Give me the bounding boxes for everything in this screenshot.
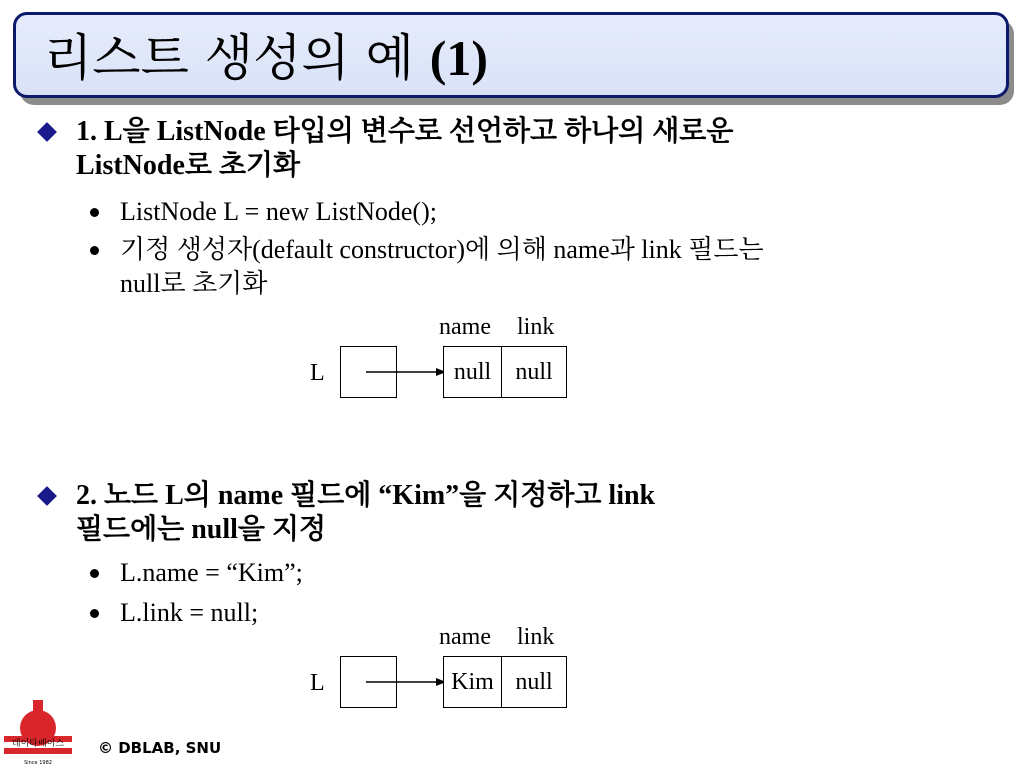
item-text-line2: null로 초기화 <box>120 269 268 298</box>
title-korean: 리스트 생성의 예 <box>44 29 430 87</box>
variable-label: L <box>310 670 325 696</box>
code-line: L.link = null; <box>120 598 259 627</box>
node-link-field: null <box>515 668 553 695</box>
list-node <box>443 346 567 398</box>
section2-heading-line1: 2. 노드 L의 name 필드에 “Kim”을 지정하고 link <box>76 480 656 511</box>
dot-bullet-icon <box>90 569 99 578</box>
node-name-field: null <box>444 347 502 397</box>
code-line: L.name = “Kim”; <box>120 558 303 587</box>
column-label-name: name <box>439 314 491 340</box>
dblab-logo <box>0 700 76 768</box>
dot-bullet-icon <box>90 246 99 255</box>
title-box <box>13 12 1009 98</box>
section2-heading-line2: 필드에는 null을 지정 <box>76 514 327 545</box>
section1-heading-line2: ListNode로 초기화 <box>76 150 301 181</box>
node-diagram-2 <box>0 622 1024 732</box>
item-text-line1: 기정 생성자(default constructor)에 의해 name과 link 필드는 <box>120 235 764 264</box>
column-label-link: link <box>517 314 555 340</box>
list-node <box>443 656 567 708</box>
diamond-bullet-icon <box>37 122 57 142</box>
logo-subtext: Since 1982 <box>24 760 52 766</box>
node-diagram-1 <box>0 312 1024 422</box>
column-label-name: name <box>439 624 491 650</box>
column-label-link: link <box>517 624 555 650</box>
section1-heading-line1: 1. L을 ListNode 타입의 변수로 선언하고 하나의 새로운 <box>76 116 734 147</box>
copyright-text: © DBLAB, SNU <box>98 739 222 757</box>
pointer-arrow-icon <box>366 674 448 690</box>
logo-text: 데이타베이스 <box>11 739 65 749</box>
code-line: ListNode L = new ListNode(); <box>120 197 437 226</box>
title-number: (1) <box>429 30 489 86</box>
slide-title <box>44 30 488 86</box>
node-link-field: null <box>515 358 553 385</box>
node-name-field: Kim <box>444 657 502 707</box>
variable-label: L <box>310 360 325 386</box>
dot-bullet-icon <box>90 609 99 618</box>
dot-bullet-icon <box>90 208 99 217</box>
pointer-arrow-icon <box>366 364 448 380</box>
diamond-bullet-icon <box>37 486 57 506</box>
